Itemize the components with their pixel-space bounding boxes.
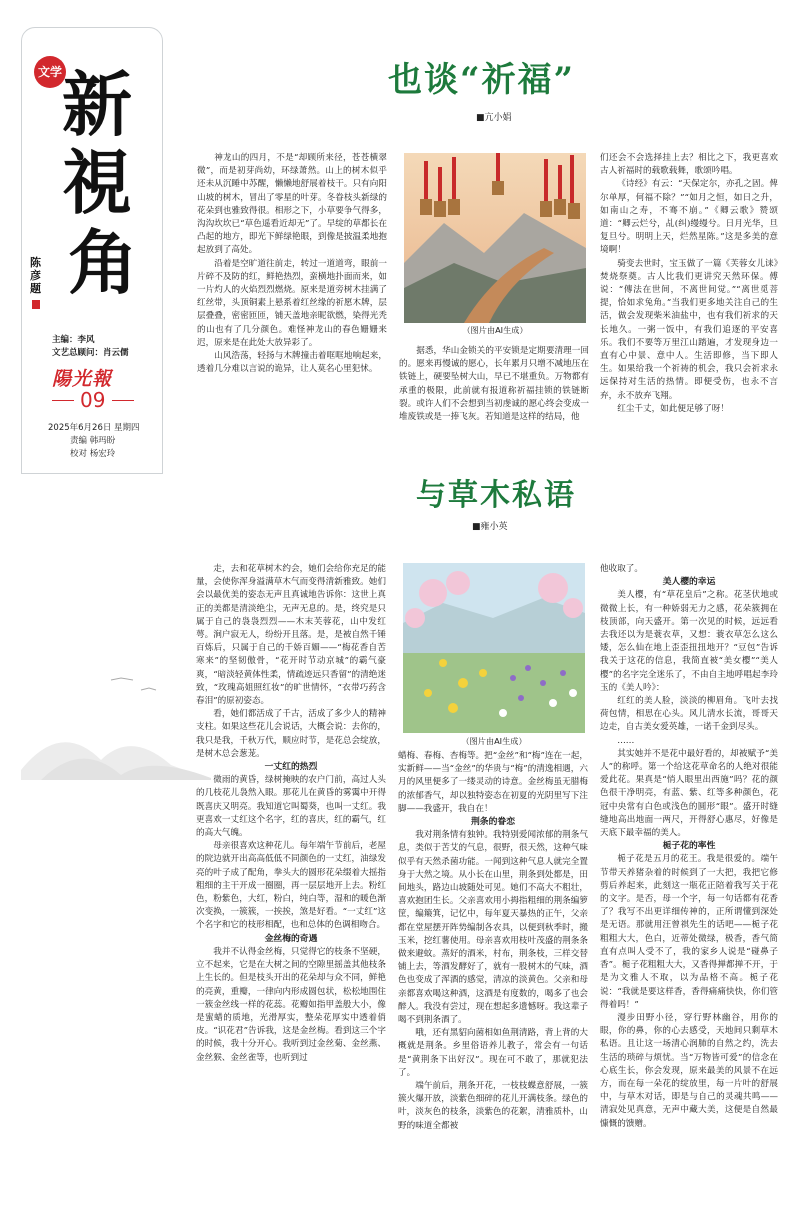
article1-column-2: [399, 345, 589, 445]
publish-date: 2025年6月26日 星期四: [48, 423, 140, 433]
masthead-panel: [21, 27, 163, 474]
paragraph: 们还会不会选择挂上去？相比之下，我更喜欢古人祈福时的载歌载舞，歌颂吟唱。: [600, 153, 778, 177]
calligraphy-signature: 陈彦题: [30, 256, 41, 295]
page-number: 09: [80, 388, 106, 412]
masthead-char-2: 視: [62, 141, 132, 224]
page-number-rule-right: [112, 400, 134, 401]
literature-badge: 文学: [34, 56, 66, 88]
paragraph: 漫步田野小径，穿行野林幽谷，用你的眼，你的鼻，你的心去感受，天地间只剩草木私语。且让这一场清心润肺的自然之约，洗去生活的琐碎与烦忧。当“万物皆可爱”的信念在心底生长，你会发现，原来最美的风景不在远方，而在每一朵花的绽放里，每一片叶的舒展中，与草木对话，即是与自己的灵魂共鸣——清寂处见真意，无声中藏大美，这便是自然最慷慨的馈赠。: [600, 1012, 778, 1129]
paragraph: 骑变去世时，宝玉做了一篇《芙蓉女儿诔》焚烧祭奠。古人比我们更讲究天然环保。傅说：“傳法在世间，不离世间觉。”“离世觅菩提，恰如求兔角。”当我们更多地关注自己的生活，做会发现柴米油盐中，也有我们祈求的天长地久。一粥一饭中，有我们追逐的平安喜乐。我们不要等万里江山踏遍，才发现身边一直有心中景、意中人。生活即修，当下即人生。如果给我一个祈祷的机会，我只会祈求永远保持对生活的热情。即便受伤，也永不言弃，永不放弃飞翔。: [600, 258, 778, 401]
masthead-char-3: 角: [68, 221, 138, 304]
proofreader: 校对 杨宏玲: [70, 449, 116, 459]
article2-column-3: [600, 563, 778, 1193]
paragraph: 我对荆条情有独钟。我特别爱闻浓郁的荆条气息，类似于苦艾的气息，很野，很天然，这种气味似乎有天然杀菌功能。一闻到这种气息人就完全置身于大然之境。从小长在山里，荆条到处都是，田间地头，路边山坡随处可见。她们不高大不粗壮，喜欢抱团生长。父亲喜欢用小拇指粗细的荆条编箩筐，编簸箕，记忆中，每年夏天暴热的正午，父亲都在堂屋摆开阵势编制各农具，以便到秋季时，搬玉米，挖红薯使用。母亲喜欢用枝叶茂盛的荆条条做来避蚊。蒸好的酒米，村布，荆条枝，三样交替铺上去，等酒发酵好了，就有一股树木的气味，酒色也变成了浑酒的感觉，清凉的淡黄色。父亲和母亲都喜欢喝这种酒，这酒是有度数的，喝多了也会醉人。我没有尝过，现在想起多遗憾呀。我这辈子喝不到荆条酒了。: [398, 830, 588, 1026]
paragraph: 我并不认得金丝梅，只觉得它的枝条不坚硬，立不起来，它是在大树之间的空隙里摇盖其他枝条上生长的。但是枝头开出的花朵却与众不同，鲜艳的亮黄，重瓣，一律向内形成圆包状，松松地围住一簇金丝线一样的花蕊。花瓣如指甲盖般大小，像是蜜蜡的质地，光滑厚实，整朵花厚实中透着俏皮。“识花君”告诉我，这是金丝梅。看到这三个字的时候，我十分开心。我听到过金丝菊、金丝燕、金丝猴、金丝雀等，也听到过: [196, 946, 386, 1063]
subheading: 一丈红的热烈: [264, 762, 318, 773]
subheading: 荆条的眷恋: [471, 817, 515, 828]
editor-in-chief: 主编：李风: [52, 335, 95, 345]
article2-column-2: [398, 750, 588, 1193]
masthead-char-1: 新: [62, 63, 132, 146]
article2-title: 与草木私语: [416, 478, 576, 513]
article1-byline: ■亢小娟: [476, 113, 512, 123]
paragraph: 其实她并不是花中最好看的，却被赋予“美人”的称呼。第一个给这花草命名的人绝对很能爱此花。果真是“悄人眼里出西施”吗？花的颜色很干净明亮，有蓝、紫、红等多种颜色，花冠中央常有白色或浅色的圆形“眼”。盛开时缝缝地高出地面一两尺，开得舒心惠尽，好像是天底下最幸福的美人。: [600, 748, 778, 839]
paragraph: 美人樱，有“草花皇后”之称。花茎伏地或微微上长，有一种娇弱无力之感，花朵簇拥在枝顶部，向天盛开。第一次见的时候，远远看去我还以为是蓑衣草，又想：蓑衣草怎么这么矮，怎么仙在地上歪歪扭扭地开？“豆包”告诉我关于这花的信息，我简直被“美女樱”“美人樱”的名字完全迷乐了，不由自主地呼唱起李玲玉的《美人吟》：: [600, 590, 778, 693]
paragraph: 沿着是空旷道往前走，转过一道道弯，眼前一片碎不及防的红，鲜艳热烈，蛮横地扑面而来，如一片灼人的火焰烈烈燃烧。原来是道旁树木挂满了红丝带，头顶铜素上悬系着红丝缘的祈愿木牌，层层叠叠，密密匝匝，铺天盖地亲昵欲燃，染得光秃的山也有了几分颜色。难怪神龙山的春色姗姗来迟，原来是在此处大放异彩了。: [197, 258, 387, 348]
paragraph: 蜡梅、春梅、杏梅等。把“金丝”和“梅”连在一起，实新鲜——当“金丝”的华贵与“梅”的清逸相遇，六月的风里便多了一缕灵动的诗意。金丝梅虽无腊梅的浓郁香气，却以独特姿态在初夏的光阴里写下注脚——我盛开，我自在！: [398, 751, 588, 814]
paragraph: 他收取了。: [600, 564, 643, 574]
paragraph: ……: [617, 735, 635, 746]
paper-logo: 陽光報: [52, 368, 113, 390]
subheading: 栀子花的率性: [662, 841, 716, 852]
paragraph: 母亲很喜欢这种花儿。每年端午节前后，老屋的院边就开出高高低低不同颜色的一丈红，油绿发亮的叶子成了配角，拳头大的圆形花朵缀着大摇指粗细的主干开成一圈圈，再一层层地开上去。粉红色，粉紫色，大红，粉白，纯白等，湿和的暖色渐次变换，一簇簇，一挨挨，煞是好看。“一丈红”这个名字和它的枝形相配，也和总体的色调相吻合。: [196, 841, 386, 931]
seal-stamp: [32, 300, 40, 309]
paragraph: 看，她们都活成了千古，活成了多少人的精神支柱。如果这些花儿会说话，大概会说：去你的，我只是我，千秋万代，顺应时节，是花总会绽放，是树木总会葱茏。: [196, 709, 386, 759]
paragraph: 端午前后，荆条开花，一枝枝蝶意舒展，一簇簇火爆开放，淡紫色细碎的花儿开满枝条。绿色的叶，淡灰色的枝条，淡紫色的花絮，清雅质朴，山野的味道全都被: [398, 1081, 588, 1131]
paragraph: 山风浩荡，轻扬与木牌撞击着哐哐地响起来，透着几分难以言说的诡异，让人莫名心里犯怵。: [197, 351, 387, 375]
subheading: 美人樱的幸运: [662, 577, 716, 588]
paragraph: 栀子花是五月的花王。我是很爱的。端午节带天养猪杂着的时候到了一大把，我把它修剪后养起来，此刻这一瓶花正陪着我写关于花的文字。是否，母一个字，每一句话都有花香了？我写不出更详细传神的，正所谓懂到深处是无语。那就用汪曾祺先生的话吧——栀子花粗粗大大，色白，近蒂处微绿，极香，香气简直有点叫人受不了，我的家乡人说是“碰鼻子香”。栀子花粗粗大大，又香得掸都掸不开，于是为文雅人不取，以为品格不高。栀子花说：“我就是要这样香，香得痛痛快快，你们管得着吗！”: [600, 854, 778, 1010]
paragraph: 神龙山的四月，不是“却顾所来径，苍苍横翠微”，而是初芽尚幼，环绿萧然。山上的树木似乎还未从沉睡中苏醒，懒懒地舒展着枝干。只有向阳山坡的树木，冒出了零星的叶芽。冬眷枝头新绿的花朵到也雅致得很。相形之下，小草要争气得多，沟沟坎坎已“草色遥看近却无”了。早绽的草都长在凸起的地方，即光下鲜绿艳眼，到像是披温柔地抱起放到了高处。: [197, 153, 387, 256]
article1-photo-red-ribbons: [404, 153, 586, 323]
article2-byline: ■雍小英: [472, 522, 508, 532]
paragraph: 《诗经》有云：“天保定尔，亦孔之固。俾尔单厚，何福不除？”“如月之恒，如日之升，如南山之寿，不骞不崩。”《卿云歌》赞颂道：“卿云烂兮，乩(纠)缦缦兮。日月光华，旦复旦兮。明明上天，烂然星陈。”这是多美的意境啊！: [600, 179, 778, 256]
article2-photo-flowers: [403, 563, 585, 733]
subheading: 金丝梅的奇遇: [264, 933, 318, 944]
paragraph: 微雨的黄昏，绿树掩映的农户门前，高过人头的几枝花儿袅然入眼。那花儿在黄昏的雾霭中开得既喜庆又明亮。我知道它叫蜀葵，也叫一丈红。我更喜欢一丈红这个名字，红的喜庆，红的霸气，红的高大气魄。: [196, 775, 386, 839]
duty-editor: 责编 韩玛盼: [70, 436, 116, 446]
page-number-rule-left: [52, 400, 74, 401]
paragraph: 哦，还有黑貂向菌相如鱼荆清路，背上背的大概就是荆条。乡里俗语养儿教子，常会有一句话是“黄荆条下出好汉”。现在可不敢了，那就犯法了。: [398, 1028, 588, 1078]
article1-column-1: [197, 152, 387, 442]
article2-photo-caption: （图片由AI生成）: [461, 736, 527, 746]
paragraph: 红尘千丈，如此便足够了呀！: [617, 403, 729, 414]
paragraph: 红红的美人脸，淡淡的柳眉角。飞叶去找荷包情，相思在心头。风儿清水长流，哥哥天边走，自古美女爱英雄，一诺千金到尽头。: [600, 696, 778, 733]
article2-column-1: [196, 563, 386, 1193]
article1-photo-caption: （图片由AI生成）: [462, 325, 528, 335]
article1-column-3: [600, 152, 778, 448]
paragraph: 走，去和花草树木约会，她们会给你充足的能量，会使你浑身溢满草木气而变得清新雅致。她们会以最优美的姿态无声且真诚地告诉你：这世上真正的美都是清淡绝尘，无声无息的。是，终究是只属于自己的袅袅烈烈——木末芙蓉花，山中发红萼。涧户寂无人，纷纷开且落。是，是被自然千锤百炼后，只属于自己的千娇百媚——“梅花香自苦寒来”的坚韧傲骨，“花开时节动京城”的霸气豪爽，“暗淡轻黄体性柔，情疏迹远只香留”的清绝迷致，“玫瑰高姐照红妆”的旷世情怀，“衣带巧药含春泪”的原初姿态。: [196, 564, 386, 707]
paragraph: 据悉，华山金锁关的平安锁是定期要清理一回的。愿来再慢诚的愿心，长年累月只增不减地压在铁链上，硬要坠树大山，早已不堪重负。万物都有承重的极限，此前就有报道称祈福挂锁的铁链断裂。或许人们不会想到当初虔诚的愿心终会变成一堆废铁或是一捧飞灰。若知道是这样的结局，他: [399, 346, 589, 423]
literary-advisor: 文艺总顾问：肖云儒: [52, 348, 129, 358]
ink-mountain-decoration: [21, 660, 211, 780]
article1-title: 也谈“祈福”: [388, 60, 576, 100]
